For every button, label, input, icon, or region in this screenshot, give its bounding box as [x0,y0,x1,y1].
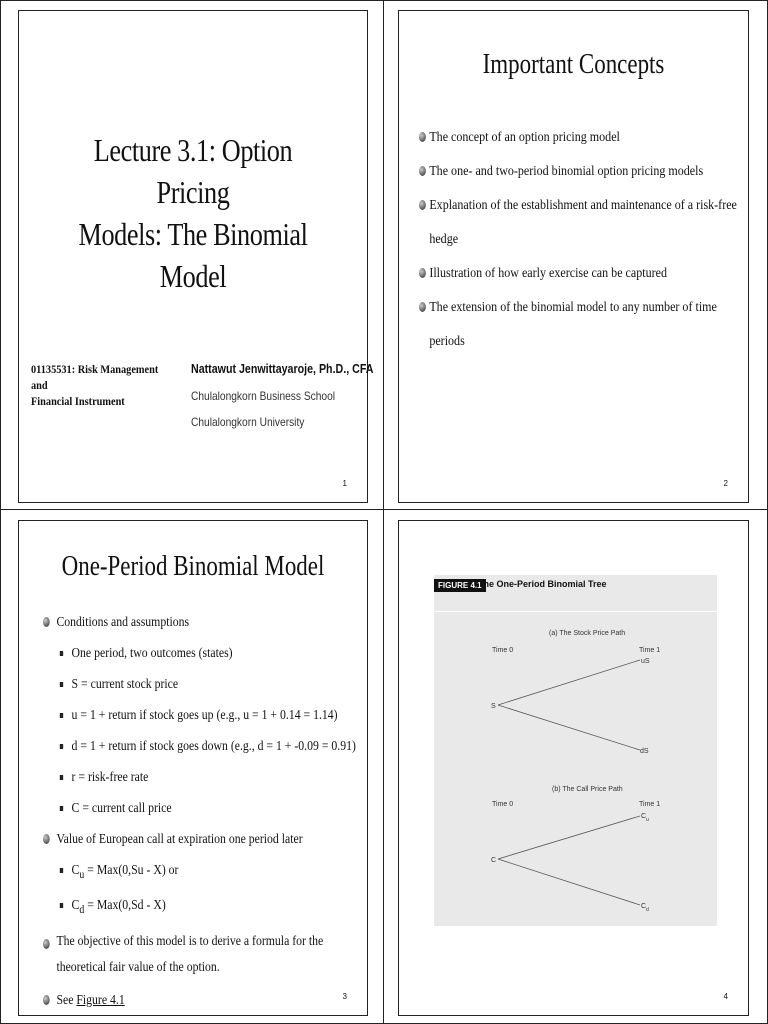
bullet-icon [419,268,426,278]
list-item: C = current call price [43,793,388,824]
slide-2-title: Important Concepts [482,49,665,80]
node-cd-subscript: d [646,907,649,913]
down-branch [498,859,640,905]
square-bullet-icon [60,868,63,873]
list-item: The concept of an option pricing model [419,121,748,155]
figure-tag: FIGURE 4.1 [434,579,486,592]
concepts-list [419,121,738,359]
node-cd: C [641,903,647,910]
time-0-label: Time 0 [492,647,514,654]
time-0-label: Time 0 [492,801,514,808]
list-item: Illustration of how early exercise can be captured [419,257,748,291]
list-item: Explanation of the establishment and maintenance of a risk-free [419,189,748,223]
list-item: S = current stock price [43,669,388,700]
binomial-tree-figure [434,575,717,926]
bullet-icon [419,132,426,142]
up-branch [498,816,640,859]
bullet-icon [43,834,50,844]
bullet-icon [43,939,50,949]
square-bullet-icon [60,682,63,687]
page-number: 3 [342,992,347,1001]
up-branch [498,660,640,705]
slide-1 [18,10,374,503]
model-list [43,607,357,1016]
tree-diagram [434,575,717,926]
bullet-icon [419,302,426,312]
title-line-2: Models: The Binomial Model [78,216,308,294]
list-item: The extension of the binomial model to any number of time [419,291,748,325]
list-item: $C_u = Max(0,Su - X)$ or [43,855,388,890]
square-bullet-icon [60,744,63,749]
node-cu-subscript: u [646,817,649,823]
affiliation-university: Chulalongkorn University [191,415,305,429]
bullet-icon [43,995,50,1005]
square-bullet-icon [60,775,63,780]
title-line-1: Lecture 3.1: Option Pricing [93,132,293,210]
square-bullet-icon [60,903,63,908]
slide-2 [398,10,749,503]
course-line-2: Financial Instrument [31,394,125,408]
course-line-1: 01135531: Risk Management and [31,362,159,392]
list-item: u = 1 + return if stock goes up (e.g., u = 1 + 0.14 = 1.14) [43,700,388,731]
figure-title: The One-Period Binomial Tree [478,579,607,589]
slide-4 [398,520,749,1016]
list-item: See Figure 4.1 [43,985,373,1016]
list-item: The objective of this model is to derive a formula for the theoretical fair value of the option. [43,929,373,981]
node-cu: C [641,813,647,820]
list-item: Value of European call at expiration one period later [43,824,373,855]
time-1-label: Time 1 [639,801,661,808]
list-item: One period, two outcomes (states) [43,638,388,669]
bullet-icon [419,200,426,210]
figure-link[interactable]: Figure 4.1 [76,992,125,1008]
list-item: The one- and two-period binomial option pricing models [419,155,748,189]
node-c: C [491,857,497,864]
slide-3-title: One-Period Binomial Model [61,551,325,582]
author-name: Nattawut Jenwittayaroje, Ph.D., CFA [191,361,374,376]
panel-a-title: (a) The Stock Price Path [549,630,626,637]
course-info [31,361,160,409]
node-s: S [491,703,496,710]
list-item: Conditions and assumptions [43,607,373,638]
node-us: uS [641,658,650,665]
list-item-continuation: hedge [429,232,459,247]
bullet-icon [419,166,426,176]
slide-1-title [67,129,320,297]
affiliation-school: Chulalongkorn Business School [191,389,336,403]
square-bullet-icon [60,713,63,718]
down-branch [498,705,640,750]
node-ds: dS [640,748,649,755]
list-item: r = risk-free rate [43,762,388,793]
bullet-icon [43,617,50,627]
list-item-continuation: periods [429,334,465,349]
panel-b-title: (b) The Call Price Path [552,786,623,793]
page-number: 1 [342,479,347,488]
time-1-label: Time 1 [639,647,661,654]
page-number: 2 [723,479,728,488]
list-item: $C_d = Max(0,Sd - X)$ [43,890,388,925]
square-bullet-icon [60,651,63,656]
list-item: d = 1 + return if stock goes down (e.g., d = 1 + -0.09 = 0.91) [43,731,388,762]
horizontal-divider [0,509,768,510]
slide-3 [18,520,368,1016]
page-number: 4 [723,992,728,1001]
square-bullet-icon [60,806,63,811]
